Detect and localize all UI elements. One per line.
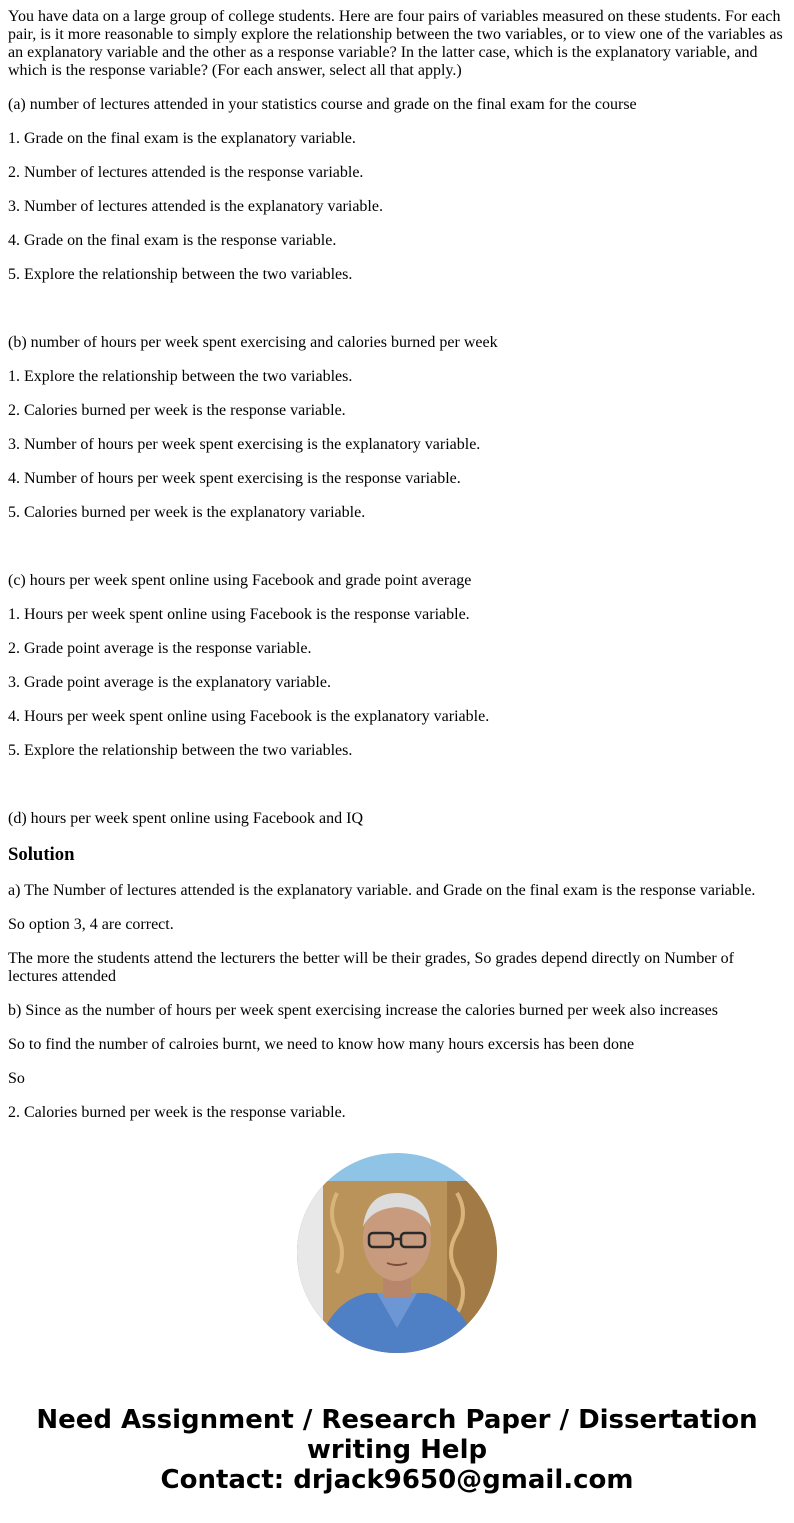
solution-paragraph: So option 3, 4 are correct. (8, 916, 174, 933)
part-c-heading: (c) hours per week spent online using Facebook and grade point average (8, 572, 472, 589)
part-b-option-4: 4. Number of hours per week spent exercising is the response variable. (8, 470, 461, 487)
part-d-heading: (d) hours per week spent online using Facebook and IQ (8, 810, 364, 827)
part-c-option-5: 5. Explore the relationship between the two variables. (8, 742, 353, 759)
promo-banner (0, 1122, 794, 1523)
part-a-option-5: 5. Explore the relationship between the two variables. (8, 266, 353, 283)
solution-paragraph: So (8, 1070, 25, 1087)
spacer (8, 300, 786, 318)
promo-message (0, 1405, 794, 1495)
document-content (8, 8, 786, 1122)
part-b-option-1: 1. Explore the relationship between the two variables. (8, 368, 353, 385)
spacer (8, 538, 786, 556)
solution-paragraph: 2. Calories burned per week is the response variable. (8, 1104, 346, 1121)
promo-line: writing Help (306, 1435, 488, 1465)
part-a-option-3: 3. Number of lectures attended is the explanatory variable. (8, 198, 383, 215)
part-a-heading: (a) number of lectures attended in your statistics course and grade on the final exam for the course (8, 96, 637, 113)
question-intro: You have data on a large group of college students. Here are four pairs of variables measured on these students. For each pair, is it more reasonable to simply explore the relationship between the two variables, or to view one of the variables as an explanatory variable and the other as a response variable? In the latter case, which is the explanatory variable, and which is the response variable? (For each answer, select all that apply.) (8, 8, 783, 79)
solution-paragraph: So to find the number of calroies burnt, we need to know how many hours excersis has been done (8, 1036, 635, 1053)
part-b-option-5: 5. Calories burned per week is the explanatory variable. (8, 504, 366, 521)
part-c-option-3: 3. Grade point average is the explanatory variable. (8, 674, 331, 691)
promo-contact: Contact: drjack9650@gmail.com (160, 1465, 634, 1495)
part-c-option-1: 1. Hours per week spent online using Facebook is the response variable. (8, 606, 470, 623)
solution-paragraph: b) Since as the number of hours per week spent exercising increase the calories burned per week also increases (8, 1002, 718, 1019)
spacer (8, 776, 786, 794)
part-a-option-1: 1. Grade on the final exam is the explanatory variable. (8, 130, 356, 147)
part-c-option-4: 4. Hours per week spent online using Facebook is the explanatory variable. (8, 708, 490, 725)
promo-line: Need Assignment / Research Paper / Dissertation (36, 1405, 758, 1435)
author-portrait (297, 1153, 497, 1353)
part-b-heading: (b) number of hours per week spent exercising and calories burned per week (8, 334, 498, 351)
solution-title: Solution (8, 844, 75, 865)
solution-paragraph: a) The Number of lectures attended is the explanatory variable. and Grade on the final exam is the response variable. (8, 882, 756, 899)
part-a-option-4: 4. Grade on the final exam is the response variable. (8, 232, 337, 249)
part-b-option-2: 2. Calories burned per week is the response variable. (8, 402, 346, 419)
part-c-option-2: 2. Grade point average is the response variable. (8, 640, 312, 657)
solution-paragraph: The more the students attend the lecturers the better will be their grades, So grades depend directly on Number of lectures attended (8, 950, 734, 985)
part-a-option-2: 2. Number of lectures attended is the response variable. (8, 164, 364, 181)
part-b-option-3: 3. Number of hours per week spent exercising is the explanatory variable. (8, 436, 481, 453)
author-avatar (297, 1153, 497, 1353)
